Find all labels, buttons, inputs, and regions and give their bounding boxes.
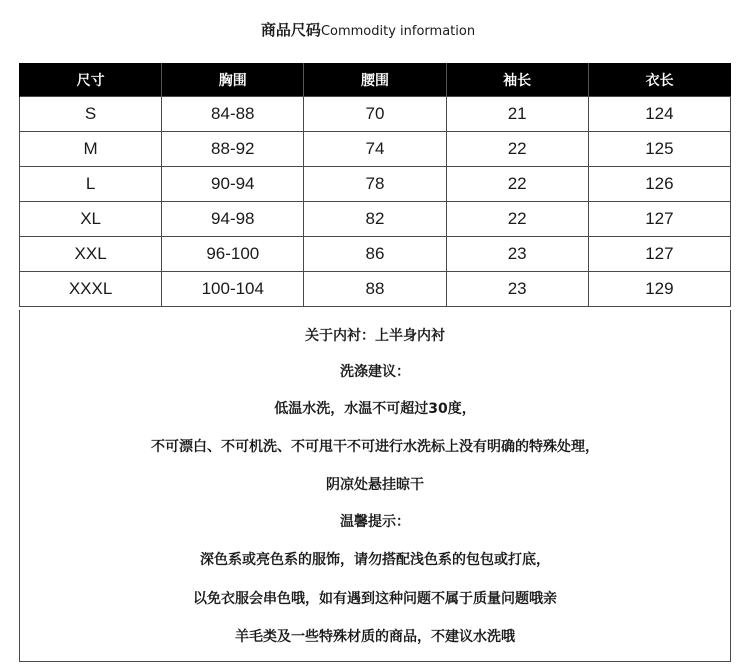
table-row [20, 97, 731, 132]
cell-waist: 74 [304, 132, 446, 167]
cell-length: 127 [588, 237, 730, 272]
cell-waist: 86 [304, 237, 446, 272]
cell-sleeve: 22 [446, 132, 588, 167]
note-lining: 关于内衬：上半身内衬 [305, 328, 445, 344]
size-table [19, 63, 731, 307]
cell-waist: 88 [304, 272, 446, 307]
note-color-pairing: 深色系或亮色系的服饰，请勿搭配浅色系的包包或打底， [200, 552, 550, 568]
column-header-chest: 胸围 [162, 63, 304, 97]
cell-chest: 90-94 [162, 167, 304, 202]
cell-size: XL [20, 202, 162, 237]
cell-sleeve: 23 [446, 272, 588, 307]
column-header-length: 衣长 [588, 63, 730, 97]
cell-chest: 88-92 [162, 132, 304, 167]
cell-chest: 100-104 [162, 272, 304, 307]
table-row [20, 237, 731, 272]
table-row [20, 132, 731, 167]
cell-size: M [20, 132, 162, 167]
note-color-bleed: 以免衣服会串色哦，如有遇到这种问题不属于质量问题哦亲 [193, 591, 557, 607]
cell-waist: 70 [304, 97, 446, 132]
column-header-size: 尺寸 [20, 63, 162, 97]
cell-length: 126 [588, 167, 730, 202]
note-drying: 阴凉处悬挂晾干 [326, 477, 424, 493]
note-tips-heading: 温馨提示： [340, 514, 410, 530]
cell-size: L [20, 167, 162, 202]
table-header-row [20, 63, 731, 97]
cell-chest: 84-88 [162, 97, 304, 132]
cell-sleeve: 22 [446, 202, 588, 237]
column-header-waist: 腰围 [304, 63, 446, 97]
table-row [20, 202, 731, 237]
cell-size: XXXL [20, 272, 162, 307]
cell-length: 127 [588, 202, 730, 237]
cell-sleeve: 23 [446, 237, 588, 272]
cell-size: XXL [20, 237, 162, 272]
note-wool-materials: 羊毛类及一些特殊材质的商品，不建议水洗哦 [235, 629, 515, 645]
care-notes-panel [19, 310, 731, 662]
table-row [20, 272, 731, 307]
note-no-bleach: 不可漂白、不可机洗、不可甩干不可进行水洗标上没有明确的特殊处理， [151, 439, 599, 455]
title-english: Commodity information [320, 24, 476, 39]
page-title [0, 20, 736, 42]
note-water-temperature: 低温水洗，水温不可超过30度， [274, 401, 476, 417]
cell-sleeve: 22 [446, 167, 588, 202]
cell-length: 125 [588, 132, 730, 167]
cell-chest: 96-100 [162, 237, 304, 272]
cell-waist: 78 [304, 167, 446, 202]
note-washing-heading: 洗涤建议： [340, 364, 410, 380]
cell-length: 129 [588, 272, 730, 307]
column-header-sleeve: 袖长 [446, 63, 588, 97]
cell-waist: 82 [304, 202, 446, 237]
title-chinese: 商品尺码 [260, 21, 321, 39]
table-row [20, 167, 731, 202]
cell-length: 124 [588, 97, 730, 132]
cell-sleeve: 21 [446, 97, 588, 132]
cell-chest: 94-98 [162, 202, 304, 237]
cell-size: S [20, 97, 162, 132]
